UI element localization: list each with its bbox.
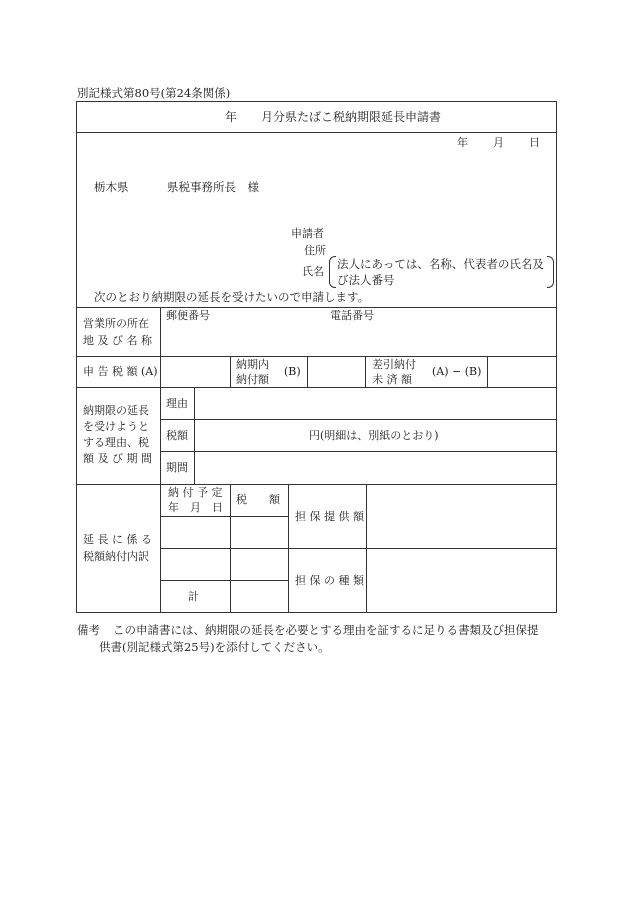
request-text: 次のとおり納期限の延長を受けたいので申請します。 <box>94 290 370 304</box>
divider <box>365 356 366 387</box>
table-border-bottom <box>76 612 557 613</box>
date-day: 日 <box>529 136 540 149</box>
addressee-prefecture: 栃木県 <box>94 180 129 194</box>
divider <box>194 387 195 484</box>
reason-label: 理由 <box>166 397 188 410</box>
period-label: 期間 <box>166 461 188 474</box>
breakdown-label-line2: 税額納付内訳 <box>83 550 149 563</box>
col-tax: 税 額 <box>236 493 280 506</box>
note-bracket-left <box>329 256 336 288</box>
unpaid-label-line1: 差引納付 <box>372 358 416 371</box>
amount-label: 税額 <box>166 429 188 442</box>
remarks-line1: この申請書には、納期限の延長を必要とする理由を証するに足りる書類及び担保提 <box>113 623 539 637</box>
date-month: 月 <box>493 136 504 149</box>
extension-label-line2: を受けようと <box>83 420 149 433</box>
form-label: 別記様式第80号(第24条関係) <box>77 86 231 100</box>
date-year: 年 <box>457 136 468 149</box>
divider <box>76 484 557 485</box>
extension-label-line3: する理由、税 <box>83 436 149 449</box>
table-border-right <box>556 101 557 613</box>
applicant-note-line2: び法人番号 <box>337 273 395 287</box>
phone-label: 電話番号 <box>330 309 374 322</box>
declared-tax-label: 申 告 税 額 (A) <box>83 365 158 378</box>
divider <box>160 419 557 420</box>
divider <box>230 356 231 387</box>
divider <box>76 307 557 308</box>
divider <box>76 132 557 133</box>
divider <box>160 307 161 613</box>
divider <box>307 356 308 387</box>
divider <box>160 580 289 581</box>
unpaid-label-line2: 未 済 額 <box>372 373 412 386</box>
postal-code-label: 郵便番号 <box>166 309 210 322</box>
table-border-top <box>76 101 557 102</box>
col-date-line2: 年 月 日 <box>168 501 223 514</box>
divider <box>160 516 289 517</box>
divider <box>76 356 557 357</box>
extension-label-line4: 額 及 び 期 間 <box>83 452 152 465</box>
divider <box>487 356 488 387</box>
remarks-label: 備考 <box>77 623 100 637</box>
unpaid-code: (A) − (B) <box>432 365 482 378</box>
applicant-label: 申請者 <box>291 227 324 240</box>
paid-label-line2: 納付額 <box>236 373 269 386</box>
paid-label-line1: 納期内 <box>236 358 269 371</box>
security-type-label: 担 保 の 種 類 <box>295 574 364 587</box>
extension-label-line1: 納期限の延長 <box>83 404 149 417</box>
divider <box>160 548 557 549</box>
security-amount-label: 担 保 提 供 額 <box>295 510 364 523</box>
applicant-address: 住所 <box>304 244 326 257</box>
office-label-line1: 営業所の所在 <box>83 317 149 330</box>
office-label-line2: 地 及 び 名 称 <box>83 334 152 347</box>
note-bracket-right <box>547 256 554 288</box>
paid-code: (B) <box>284 365 301 378</box>
divider <box>76 387 557 388</box>
breakdown-label-line1: 延 長 に 係 る <box>83 533 152 546</box>
col-date-line1: 納 付 予 定 <box>168 486 223 499</box>
addressee-office: 県税事務所長 様 <box>167 180 259 194</box>
remarks-line2: 供書(別記様式第25号)を添付してください。 <box>99 640 330 654</box>
applicant-note-line1: 法人にあっては、名称、代表者の氏名及 <box>337 257 544 271</box>
divider <box>160 451 557 452</box>
form-title: 年 月分県たばこ税納期限延長申請書 <box>225 110 442 124</box>
table-border-left <box>76 101 77 613</box>
amount-note: 円(明細は、別紙のとおり) <box>309 429 439 442</box>
total-label: 計 <box>188 590 199 603</box>
applicant-name: 氏名 <box>302 265 324 278</box>
